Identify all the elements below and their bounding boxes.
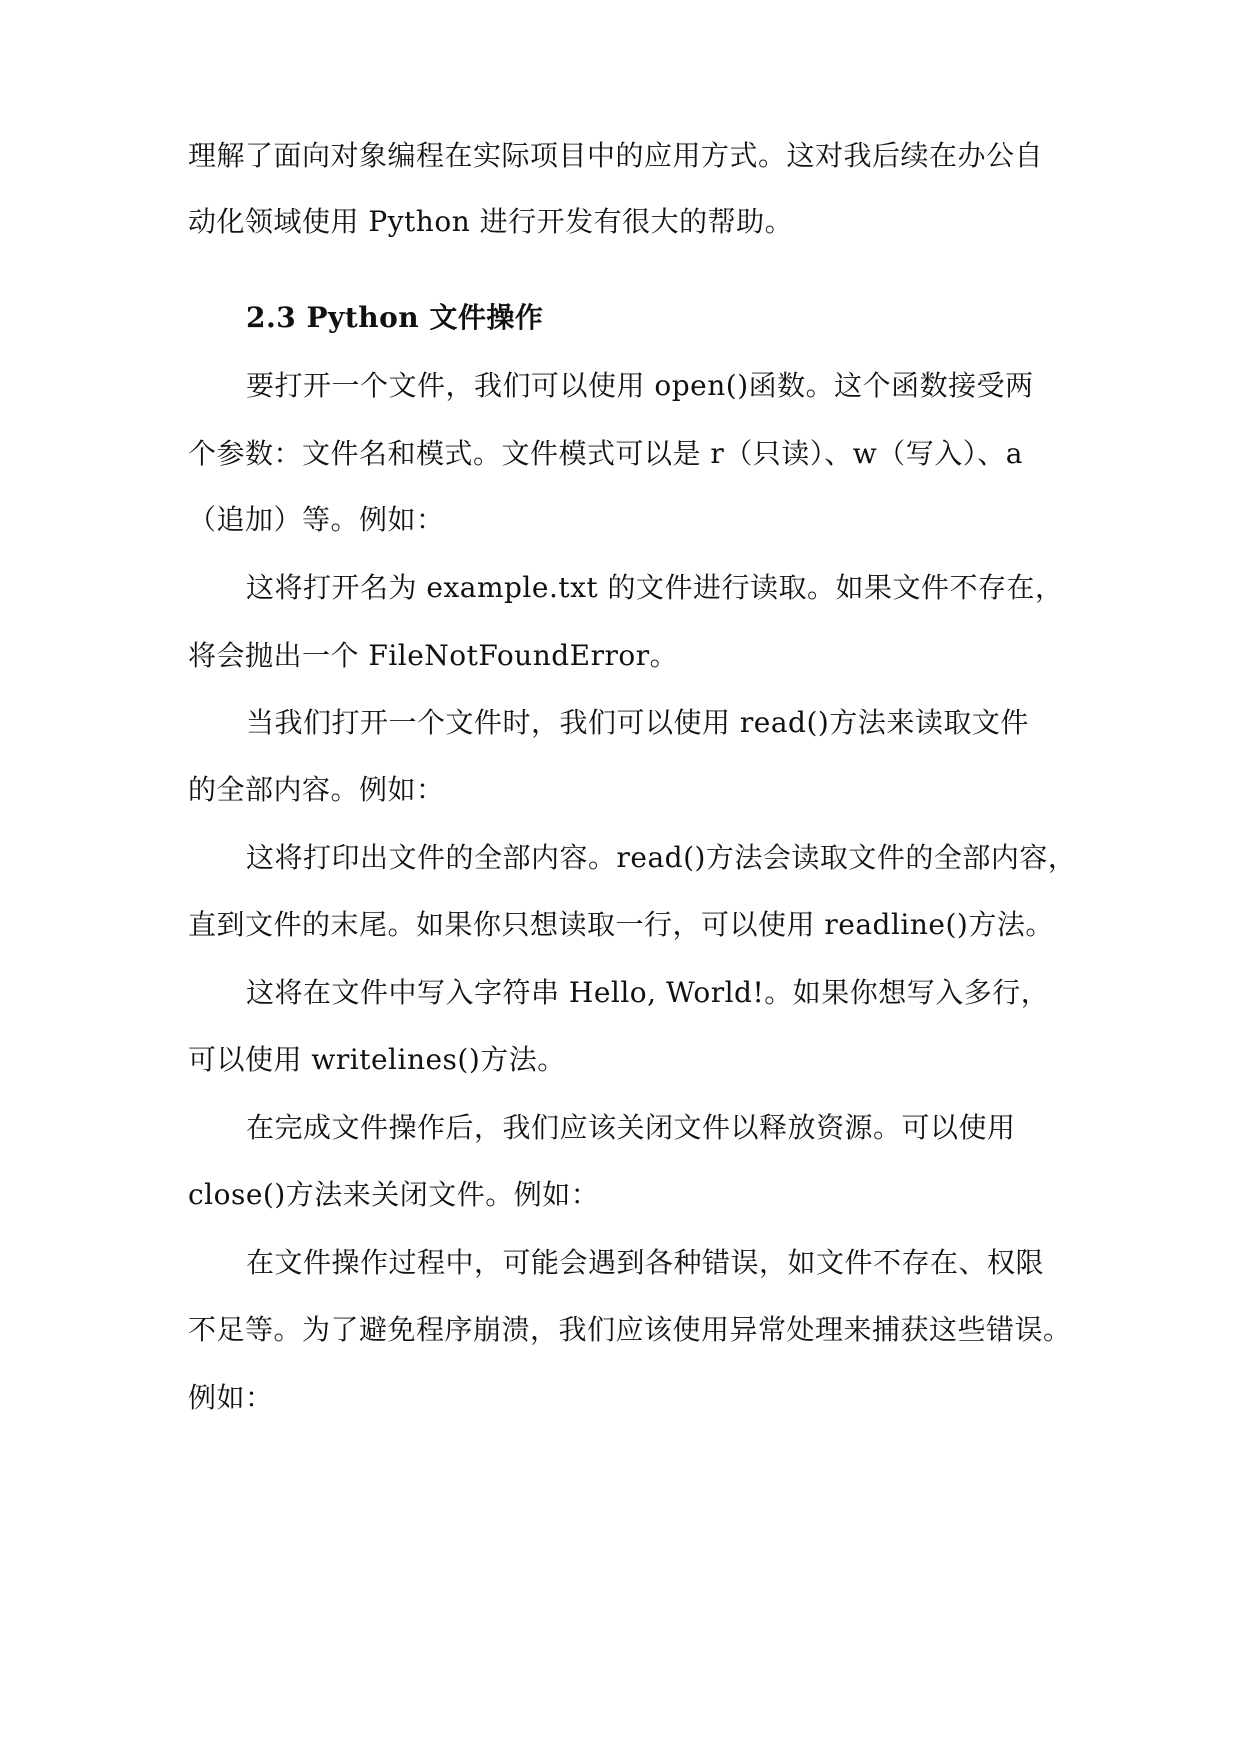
error-paragraph-line-2: 不足等。为了避免程序崩溃，我们应该使用异常处理来捕获这些错误。 xyxy=(188,1313,1072,1346)
error-paragraph-line-1: 在文件操作过程中，可能会遇到各种错误，如文件不存在、权限 xyxy=(246,1246,1045,1279)
example-paragraph-line-2: 将会抛出一个 FileNotFoundError。 xyxy=(188,639,679,672)
open-paragraph-line-1: 要打开一个文件，我们可以使用 open()函数。这个函数接受两 xyxy=(246,369,1034,402)
intro-line-1: 理解了面向对象编程在实际项目中的应用方式。这对我后续在办公自 xyxy=(188,139,1044,172)
print-paragraph-line-2: 直到文件的末尾。如果你只想读取一行，可以使用 readline()方法。 xyxy=(188,908,1054,941)
close-paragraph-line-2: close()方法来关闭文件。例如： xyxy=(188,1178,600,1211)
section-heading: 2.3 Python 文件操作 xyxy=(246,301,544,334)
open-paragraph-line-2: 个参数：文件名和模式。文件模式可以是 r（只读）、w（写入）、a xyxy=(188,437,1023,470)
open-paragraph-line-3: （追加）等。例如： xyxy=(188,503,445,536)
close-paragraph-line-1: 在完成文件操作后，我们应该关闭文件以释放资源。可以使用 xyxy=(246,1111,1016,1144)
error-paragraph-line-3: 例如： xyxy=(188,1381,274,1414)
read-paragraph-line-2: 的全部内容。例如： xyxy=(188,773,445,806)
intro-line-2: 动化领域使用 Python 进行开发有很大的帮助。 xyxy=(188,205,794,238)
print-paragraph-line-1: 这将打印出文件的全部内容。read()方法会读取文件的全部内容， xyxy=(246,841,1077,874)
example-paragraph-line-1: 这将打开名为 example.txt 的文件进行读取。如果文件不存在， xyxy=(246,571,1064,604)
write-paragraph-line-2: 可以使用 writelines()方法。 xyxy=(188,1043,566,1076)
write-paragraph-line-1: 这将在文件中写入字符串 Hello, World!。如果你想写入多行， xyxy=(246,976,1050,1009)
read-paragraph-line-1: 当我们打开一个文件时，我们可以使用 read()方法来读取文件 xyxy=(246,706,1029,739)
